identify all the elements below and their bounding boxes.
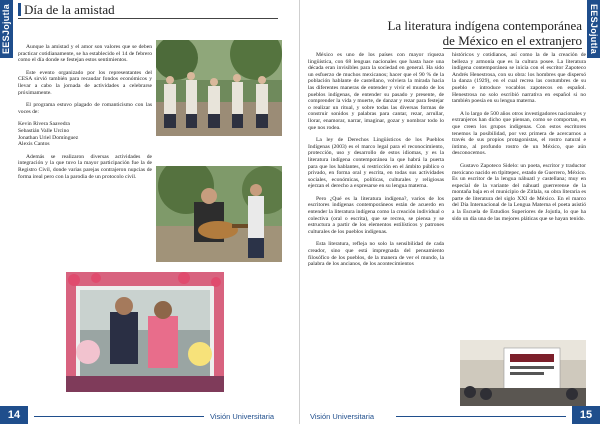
paragraph: El programa estuvo plagado de romanticismo con las voces de: xyxy=(18,102,152,115)
photo-students-outdoors xyxy=(156,40,282,136)
singer-name: Alexis Cantos xyxy=(18,141,50,148)
paragraph: Además se realizaron diversas actividades de integración y la que tuvo la mayor participación fue la de Registro Civil, donde varias parejas contrajeron nupcias de forma ireal pero con la parodia de un protocolo civil. xyxy=(18,153,152,180)
paragraph: México es uno de los países con mayor riqueza lingüística, con 68 lenguas nacionales que hasta hace una década eran invisibles para la sociedad en general. Ha sido un esfuerzo de muchos mexicanos; hacer que el 90 % de la población hablante de castellano, volviera la mirada hacia las diferentes maneras de entender y vivir el mundo de los pueblos indígenas, de entender su pasado y presente, de comprender la vida y muerte, de danzar y rezar para festejar o realizar un ritual, y sobre todas las diversas formas de construir sonidos y palabras para cantar, rezar, arrullar, llorar, enamorar, narrar, imaginar, gozar y nombrar todo lo que nos rodea. xyxy=(308,52,444,131)
left-side-tab: EESJojutla xyxy=(0,0,13,58)
title-accent-bar xyxy=(18,3,21,16)
paragraph: Este evento organizado por los representantes del CESA sirvió también para recaudar fondos económicos y llevar a cabo la jornada de actividades a celebrarse próximamente. xyxy=(18,69,152,96)
right-title-line1: La literatura indígena contemporánea xyxy=(387,18,582,33)
right-page xyxy=(300,0,600,424)
photo-event-room xyxy=(460,340,586,406)
paragraph: Esta literatura, refleja no solo la sensibilidad de cada creador, sino que está impregnada del pensamiento filosófico de los pueblos, de la manera de ver el mundo, la palabra de los ancianos, de los acontecimientos xyxy=(308,241,444,268)
right-title-line2: de México en el extranjero xyxy=(442,33,582,48)
paragraph: A lo largo de 500 años otros investigadores nacionales y extranjeros han dicho que piensan, como se comportan, en que creen los grupos indígenas. Con estos escritores tenemos la posibilidad, por vez primera de acercarnos a través de sus propios protagonistas, el rostro natural e íntimo, al profundo rostro de un México, que aún desconocemos. xyxy=(452,110,586,157)
paragraph: Pero ¿Qué es la literatura indígena?, varios de los escritores indígenas contemporáneos están de acuerdo en entender la literatura indígena como la creación individual o colectiva (oral o escrita), que se recrea, se piensa y se estructura a partir de los elementos estilísticos y patrones culturales de los pueblos indígenas. xyxy=(308,195,444,235)
singer-name: Kevin Rivera Saavedra xyxy=(18,121,70,128)
singer-name: Jonathan Uriel Domínguez xyxy=(18,134,79,141)
paragraph: La ley de Derechos Lingüísticos de los Pueblos Indígenas (2003) es el marco legal para el reconocimiento, protección, uso y desarrollo de estos idiomas, y es la literatura indígena contemporánea la que habrá la puerta para que los hablantes, si restricción en el ámbito público o privado, en forma oral y escrita, en todas sus actividades sociales, económicas, políticas, culturales y religiosas ejerzan el derecho a expresarse en su lengua materna. xyxy=(308,137,444,190)
right-text-column-2 xyxy=(452,52,586,228)
right-side-tab: EESJojutla xyxy=(587,0,600,58)
footer-rule-right xyxy=(396,416,566,417)
paragraph: históricos y cotidianos, así como la de la creación de belleza y armonía que es la cultura posee. La literatura indígena contemporánea se inicia con el escritor Zapoteco Andrés Henestrosa, con su obra: los hombres que dispersó la danza (1929), en el cual recrea las costumbres de su pueblo e introduce vocablos zapotecos en español. Henestrosa no solo escribió narrativa en español si no también poesía en su lengua materna. xyxy=(452,52,586,105)
singer-name: Sebastián Valle Urcino xyxy=(18,127,70,134)
photo-couple-frame xyxy=(66,272,224,392)
page-number-left: 14 xyxy=(0,406,28,424)
left-page-title xyxy=(18,2,278,19)
left-title-text: Día de la amistad xyxy=(24,2,115,17)
right-page-title xyxy=(342,18,582,48)
left-text-column xyxy=(18,44,152,186)
footer-left: Visión Universitaria xyxy=(210,412,275,421)
photo-guitar-singer xyxy=(156,166,282,262)
page-number-right: 15 xyxy=(572,406,600,424)
footer-rule-left xyxy=(34,416,204,417)
right-text-column-1 xyxy=(308,52,444,274)
paragraph: Aunque la amistad y el amor son valores que se deben practicar cotidianamente, se ha establecido el 14 de febrero como el día donde se festejan estos sentimientos. xyxy=(18,44,152,64)
footer-right: Visión Universitaria xyxy=(310,412,375,421)
paragraph: Gustavo Zapoteco Sidelo: un poeta, escritor y traductor mexicano nacido en tlpittepec, estado de Guerrero, México. Es un escritor de la lengua náhuatl y castellana; muy en especial de la variante del náhuatl guerrerense de la montaña baja en el municipio de Zitlala, su obra literaria es parte de literatura del siglo XXI de México. En el marco del Día Internacional de la Lengua Materna el poeta asistió a la Escuela de Estudios Superiores de Jojutla, lo que ha sido un día una de las mejores pláticas que se hayan tenido. xyxy=(452,162,586,222)
